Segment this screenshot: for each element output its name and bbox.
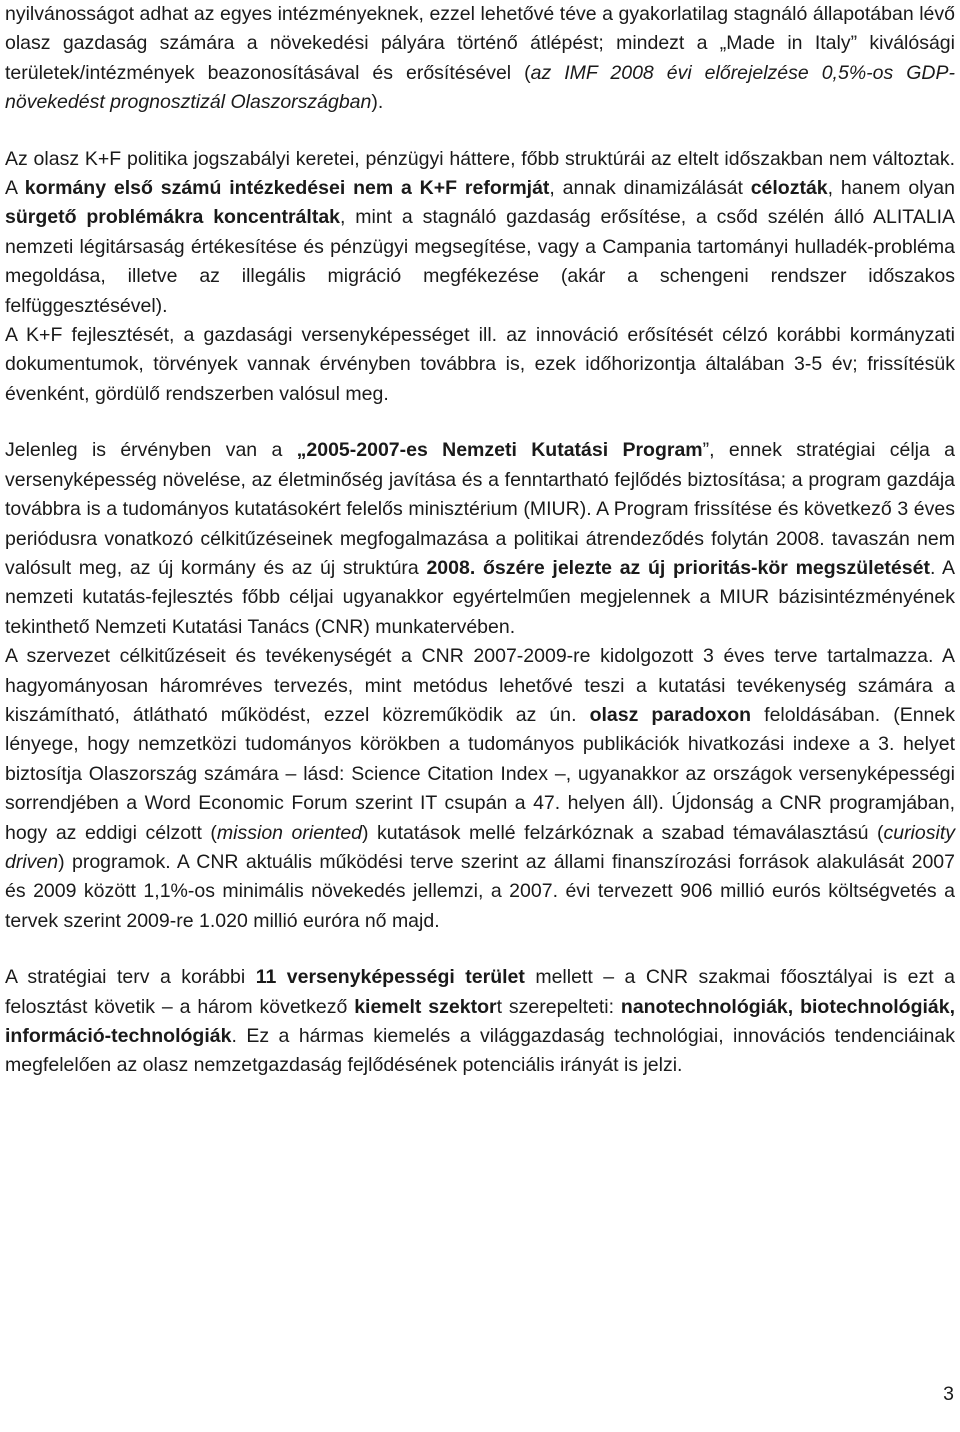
text-run: ).: [371, 91, 384, 114]
bold-text: kiemelt szektor: [354, 995, 497, 1018]
text-run: Jelenleg is érvényben van a: [5, 439, 297, 462]
text-run: ) programok. A CNR aktuális működési terve szerint az állami finanszírozási források alakulását 2007 és 2009 között 1,1%-os minimális növekedés jellemzi, a 2007. évi tervezett 906 millió eurós költségvetés a tervek szerint 2009-re 1.020 millió euróra nő majd.: [5, 850, 955, 932]
text-run: t szerepelteti:: [496, 995, 621, 1018]
paragraph: [5, 145, 955, 321]
paragraph: [5, 321, 955, 409]
text-run: A K+F fejlesztését, a gazdasági versenyképességet ill. az innováció erősítését célzó korábbi kormányzati dokumentumok, törvények vannak érvényben továbbra is, ezek időhorizontja általában 3-5 év; frissítésük évenként, gördülő rendszerben valósul meg.: [5, 324, 955, 405]
text-run: . A nemzeti kutatás-fejlesztés főbb céljai ugyanakkor egyértelműen megjelennek a MIUR bázisintézményének tekinthető Nemzeti Kutatási Tanács (CNR) munkatervében.: [5, 556, 955, 638]
bold-text: olasz paradoxon: [589, 703, 752, 726]
paragraph-spacer: [5, 409, 955, 436]
bold-text: nanotechnológiák, biotechnológiák, információ-technológiák: [5, 995, 956, 1047]
text-run: , mint a stagnáló gazdaság erősítése, a csőd szélén álló ALITALIA nemzeti légitársaság értékesítése és pénzügyi megsegítése, vagy a Campania tartományi hulladék-probléma megoldása, illetve az illegális migráció megfékezése (akár a schengeni rendszer időszakos felfüggesztésével).: [5, 206, 956, 317]
text-run: , hanem olyan: [827, 177, 955, 200]
bold-text: kormány első számú intézkedései nem a K+F reformját: [24, 177, 550, 200]
italic-text: az IMF 2008 évi előrejelzése 0,5%-os GDP-növekedést prognosztizál Olaszországban: [5, 61, 955, 114]
text-run: . Ez a hármas kiemelés a világgazdaság technológiai, innovációs tendenciáinak megfelelően az olasz nemzetgazdaság fejlődésének potenciális irányát is jelzi.: [5, 1025, 955, 1077]
text-run: , annak dinamizálását: [549, 177, 751, 200]
paragraph-spacer: [5, 118, 955, 145]
bold-text: „2005-2007-es Nemzeti Kutatási Program: [296, 439, 703, 462]
text-run: ”, ennek stratégiai célja a versenyképesség növelése, az életminőség javítása és a fenntartható fejlődés biztosítása; a program gazdája továbbra is a tudományos kutatásokért felelős minisztérium (MIUR). A Program frissítése és következő 3 éves periódusra vonatkozó célkitűzéseinek megfogalmazása a politikai átrendeződés folytán 2008. tavaszán nem valósult meg, az új kormány és az új struktúra: [5, 439, 955, 579]
text-run: A szervezet célkitűzéseit és tevékenységét a CNR 2007-2009-re kidolgozott 3 éves terve tartalmazza. A hagyományosan háromréves tervezés, mint metódus lehetővé teszi a kutatási tevékenység számára a kiszámítható, átlátható működést, ezzel közreműködik az ún.: [5, 645, 955, 726]
document-body: [5, 0, 955, 1081]
text-run: nyilvánosságot adhat az egyes intézményeknek, ezzel lehetővé téve a gyakorlatilag stagnáló állapotában lévő olasz gazdaság számára a növekedési pályára történő átlépést; mindezt a „Made in Italy” kiválósági területek/intézmények beazonosításával és erősítésével (: [5, 3, 955, 84]
bold-text: 2008. őszére jelezte az új prioritás-kör megszületését: [426, 556, 930, 579]
text-run: Az olasz K+F politika jogszabályi keretei, pénzügyi háttere, főbb struktúrái az eltelt időszakban nem változtak.: [5, 147, 955, 170]
italic-text: curiosity driven: [5, 821, 955, 873]
paragraph: [5, 436, 955, 642]
paragraph: [5, 963, 955, 1081]
bold-text: sürgető problémákra koncentráltak: [5, 206, 341, 229]
text-run: mellett – a CNR szakmai főosztályai is ezt a felosztást követik – a három következő: [5, 966, 955, 1018]
text-run: feloldásában. (Ennek lényege, hogy nemzetközi tudományos körökben a tudományos publikációk hivatkozási indexe a 3. helyet biztosítja Olaszország számára – lásd: Science Citation Index –, ugyanakkor az országok versenyképességi sorrendjében a Word Economic Forum szerint IT csupán a 47. helyen áll). Újdonság a CNR programjában, hogy az eddigi célzott (: [5, 703, 956, 844]
bold-text: célozták: [750, 177, 828, 200]
italic-text: mission oriented: [216, 821, 363, 844]
text-run: A: [5, 177, 25, 200]
page-number: 3: [943, 1383, 954, 1405]
paragraph: [5, 642, 955, 936]
paragraph-spacer: [5, 936, 955, 963]
text-run: ) kutatások mellé felzárkóznak a szabad témaválasztású (: [362, 821, 884, 844]
text-run: A stratégiai terv a korábbi: [5, 966, 256, 989]
bold-text: 11 versenyképességi terület: [255, 966, 525, 989]
paragraph: [5, 0, 955, 118]
